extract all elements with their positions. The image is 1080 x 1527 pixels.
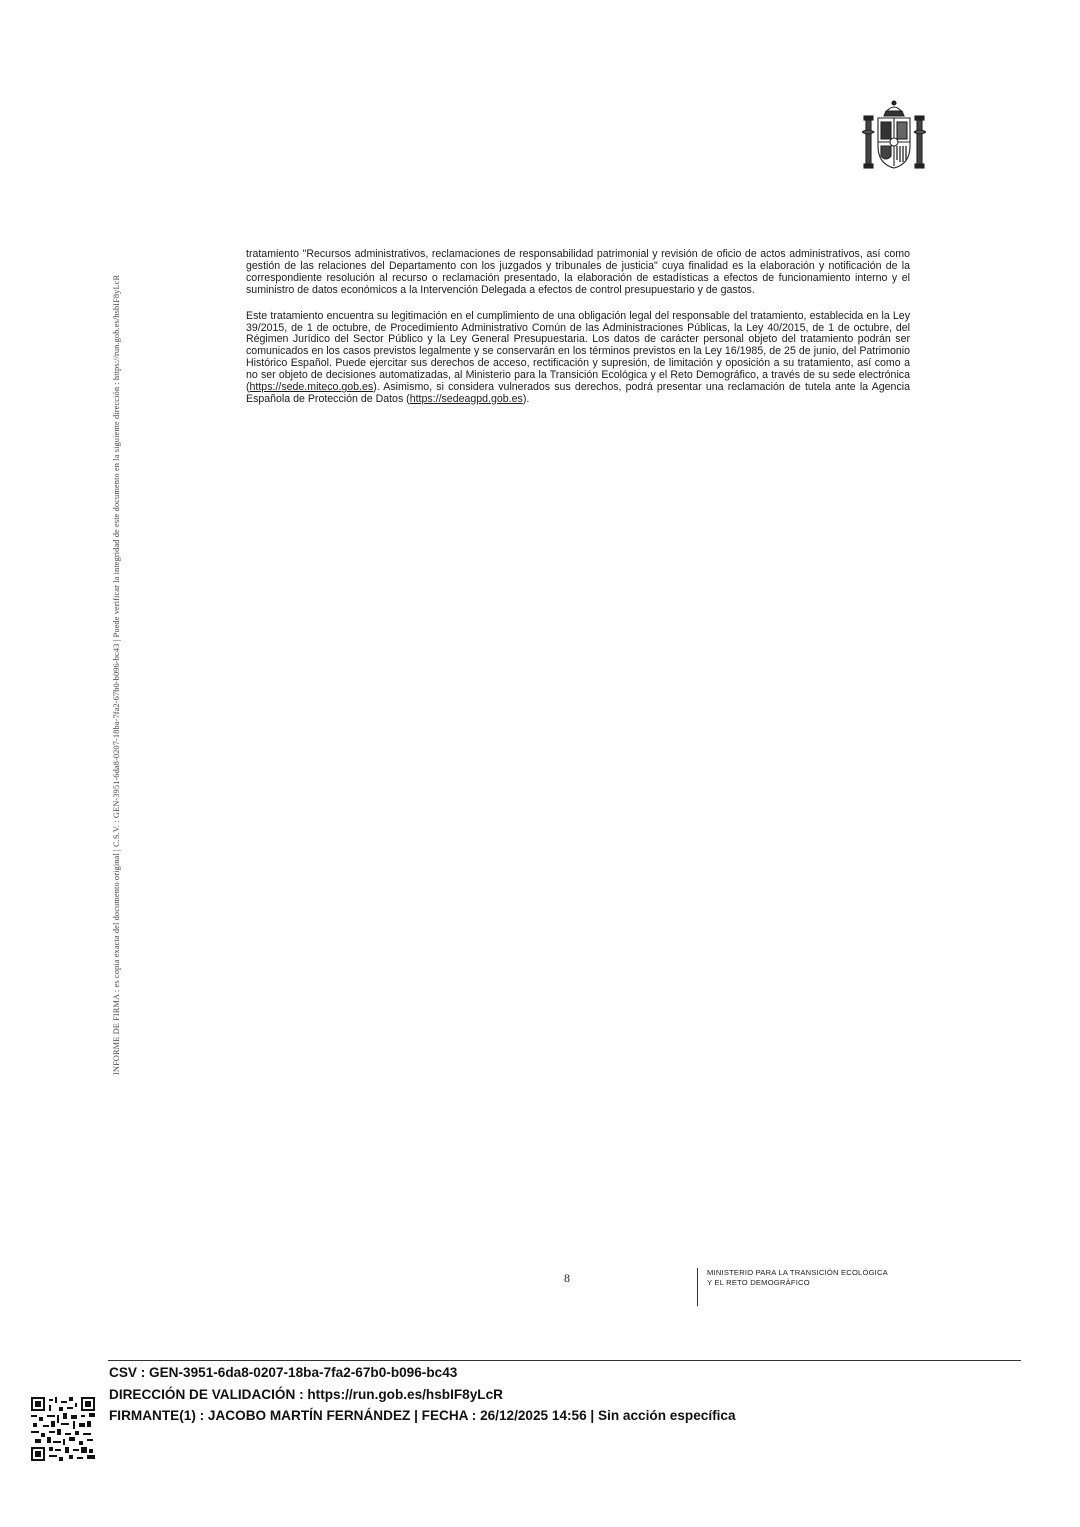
sedeagpd-link[interactable]: https://sedeagpd.gob.es <box>409 392 523 405</box>
paragraph-legitimation-end: ). <box>522 392 530 405</box>
coat-of-arms-icon <box>862 98 926 174</box>
footer-divider <box>108 1360 1021 1361</box>
paragraph-legitimation <box>246 311 910 406</box>
sede-miteco-link[interactable]: https://sede.miteco.gob.es <box>249 381 374 394</box>
validation-url[interactable]: DIRECCIÓN DE VALIDACIÓN : https://run.gob.es/hsbIF8yLcR <box>109 1386 503 1402</box>
ministry-line-1: MINISTERIO PARA LA TRANSICIÓN ECOLÓGICA <box>707 1268 888 1277</box>
qr-code-icon <box>31 1397 95 1461</box>
signer-info: FIRMANTE(1) : JACOBO MARTÍN FERNÁNDEZ | FECHA : 26/12/2025 14:56 | Sin acción específica <box>109 1408 736 1423</box>
validation-block <box>109 1362 736 1427</box>
page-number: 8 <box>564 1271 570 1285</box>
side-verification-text: INFORME DE FIRMA : es copia exacta del documento original | C.S.V. : GEN-3951-6da8-0207-18ba-7fa2-67b0-b096-bc43 | Puede verificar la integridad de este documento en la siguiente dirección : https://run.gob.es/hsbIF8yLcR <box>112 274 121 1075</box>
ministry-footer <box>697 1268 888 1306</box>
paragraph-legitimation-text-2: ). Asimismo, si considera vulnerados sus derechos, podrá presentar una reclamación de tutela ante la Agencia Española de Protección de Datos ( <box>246 381 910 405</box>
csv-code: CSV : GEN-3951-6da8-0207-18ba-7fa2-67b0-b096-bc43 <box>109 1365 458 1380</box>
paragraph-legitimation-text: Este tratamiento encuentra su legitimación en el cumplimiento de una obligación legal del responsable del tratamiento, establecida en la Ley 39/2015, de 1 de octubre, de Procedimiento Administrativo Común de las Administraciones Públicas, la Ley 40/2015, de 1 de octubre, del Régimen Jurídico del Sector Público y la Ley General Presupuestaria. Los datos de carácter personal objeto del tratamiento podrán ser comunicados en los casos previstos legalmente y se conservarán en los términos previstos en la Ley 16/1985, de 25 de junio, del Patrimonio Histórico Español. Puede ejercitar sus derechos de acceso, rectificación y supresión, de limitación y oposición a su tratamiento, así como a no ser objeto de decisiones automatizadas, al Ministerio para la Transición Ecológica y el Reto Demográfico, a través de su sede electrónica ( <box>246 309 910 394</box>
ministry-line-2: Y EL RETO DEMOGRÁFICO <box>707 1277 810 1287</box>
document-body <box>246 249 910 420</box>
paragraph-treatment-purpose: tratamiento "Recursos administrativos, reclamaciones de responsabilidad patrimonial y revisión de oficio de actos administrativos, así como gestión de las relaciones del Departamento con los juzgados y tribunales de justicia" cuya finalidad es la elaboración y notificación de la correspondiente resolución al recurso o reclamación presentado, la elaboración de estadísticas a efectos de funcionamiento interno y el suministro de datos económicos a la Intervención Delegada a efectos de control presupuestario y de gastos. <box>246 248 910 296</box>
